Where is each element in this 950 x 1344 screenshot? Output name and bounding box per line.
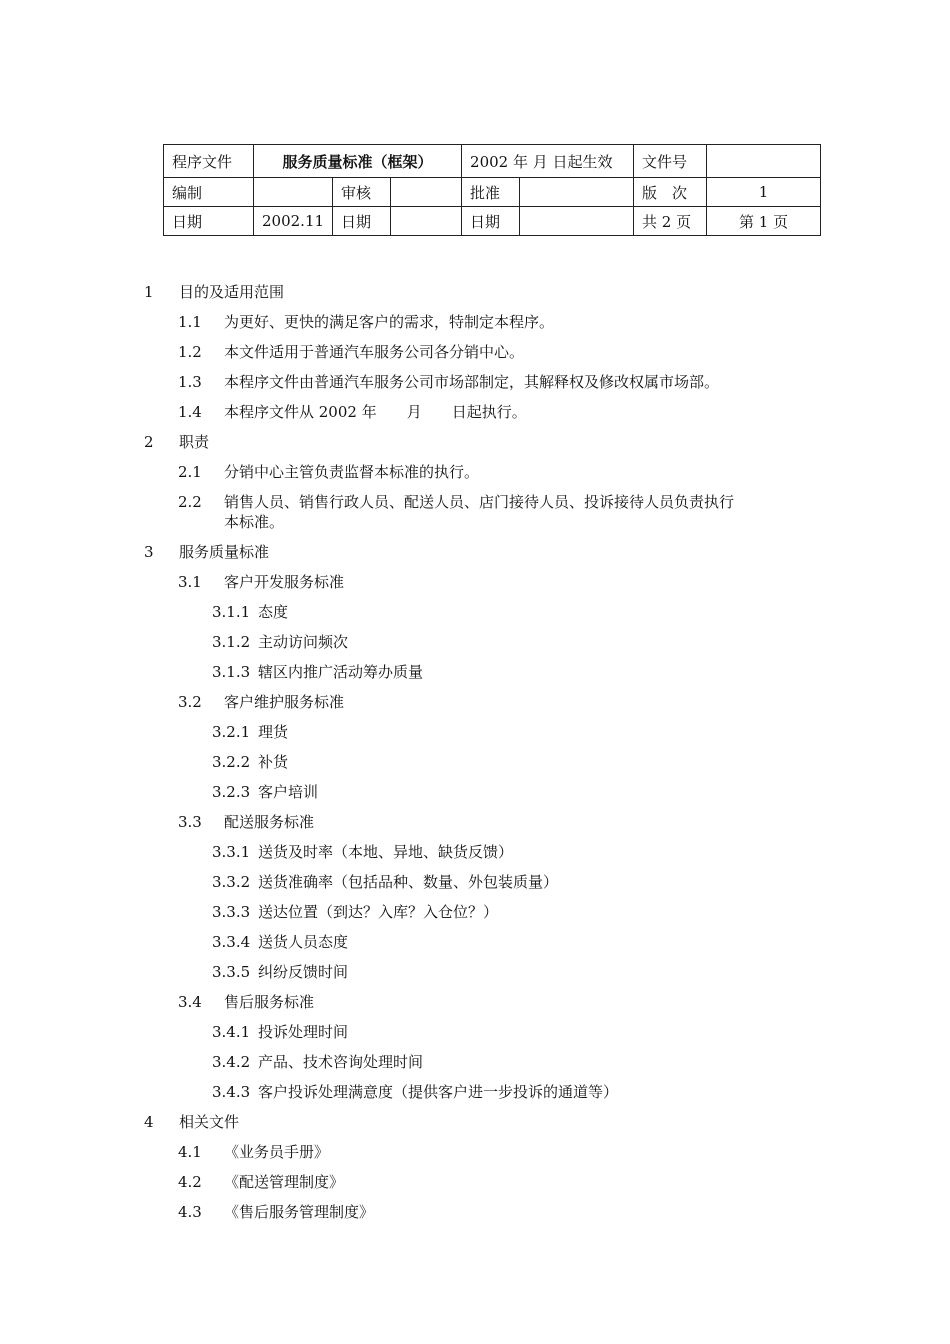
item-text: 本程序文件由普通汽车服务公司市场部制定，其解释权及修改权属市场部。 bbox=[224, 373, 720, 391]
review-label: 审核 bbox=[333, 178, 391, 207]
item-text: 客户培训 bbox=[258, 783, 319, 801]
date-label-1: 日期 bbox=[164, 207, 254, 236]
doc-type-label: 程序文件 bbox=[164, 145, 254, 178]
item-number: 3.3.2 bbox=[212, 873, 251, 891]
item-text: 销售人员、销售行政人员、配送人员、店门接待人员、投诉接待人员负责执行 bbox=[224, 493, 735, 511]
item-number: 4.2 bbox=[178, 1173, 202, 1191]
compile-value bbox=[254, 178, 333, 207]
item-text-continued: 本标准。 bbox=[224, 513, 285, 531]
item-number: 1.1 bbox=[178, 313, 202, 331]
item-number: 1.2 bbox=[178, 343, 202, 361]
doc-number-value bbox=[707, 145, 821, 178]
version-label: 版 次 bbox=[634, 178, 707, 207]
item-number: 3.4.2 bbox=[212, 1053, 251, 1071]
item-text: 目的及适用范围 bbox=[179, 283, 285, 301]
item-text: 送货准确率（包括品种、数量、外包装质量） bbox=[258, 873, 559, 891]
document-header-table bbox=[163, 144, 821, 236]
item-number: 4.3 bbox=[178, 1203, 202, 1221]
item-text: 《业务员手册》 bbox=[224, 1143, 330, 1161]
item-number: 3.4.3 bbox=[212, 1083, 251, 1101]
item-text: 相关文件 bbox=[179, 1113, 240, 1131]
item-number: 3.3.4 bbox=[212, 933, 251, 951]
item-text: 产品、技术咨询处理时间 bbox=[258, 1053, 424, 1071]
item-text: 态度 bbox=[258, 603, 289, 621]
item-number: 2 bbox=[144, 433, 154, 451]
review-value bbox=[391, 178, 462, 207]
item-text: 为更好、更快的满足客户的需求，特制定本程序。 bbox=[224, 313, 555, 331]
total-pages: 共 2 页 bbox=[634, 207, 707, 236]
item-number: 3.3.5 bbox=[212, 963, 251, 981]
effective-date: 2002 年 月 日起生效 bbox=[462, 145, 634, 178]
item-number: 3.4 bbox=[178, 993, 202, 1011]
item-text: 辖区内推广活动筹办质量 bbox=[258, 663, 424, 681]
item-text: 《配送管理制度》 bbox=[224, 1173, 345, 1191]
item-text: 投诉处理时间 bbox=[258, 1023, 349, 1041]
date-label-3: 日期 bbox=[462, 207, 520, 236]
compile-label: 编制 bbox=[164, 178, 254, 207]
approve-value bbox=[520, 178, 634, 207]
item-text: 理货 bbox=[258, 723, 289, 741]
item-number: 3.2.3 bbox=[212, 783, 251, 801]
item-text: 主动访问频次 bbox=[258, 633, 349, 651]
item-text: 补货 bbox=[258, 753, 289, 771]
item-number: 4.1 bbox=[178, 1143, 202, 1161]
item-number: 3.2.1 bbox=[212, 723, 251, 741]
item-text: 送达位置（到达？入库？入仓位？） bbox=[258, 903, 499, 921]
date-value-3 bbox=[520, 207, 634, 236]
item-text: 送货人员态度 bbox=[258, 933, 349, 951]
item-number: 3 bbox=[144, 543, 154, 561]
item-text: 客户维护服务标准 bbox=[224, 693, 345, 711]
item-text: 售后服务标准 bbox=[224, 993, 315, 1011]
item-number: 2.1 bbox=[178, 463, 202, 481]
item-number: 3.4.1 bbox=[212, 1023, 251, 1041]
item-number: 3.1.1 bbox=[212, 603, 251, 621]
item-text: 配送服务标准 bbox=[224, 813, 315, 831]
item-text: 职责 bbox=[179, 433, 210, 451]
item-number: 1 bbox=[144, 283, 154, 301]
item-number: 4 bbox=[144, 1113, 154, 1131]
item-text: 分销中心主管负责监督本标准的执行。 bbox=[224, 463, 480, 481]
item-number: 3.3 bbox=[178, 813, 202, 831]
item-number: 3.1.3 bbox=[212, 663, 251, 681]
item-number: 2.2 bbox=[178, 493, 202, 511]
item-number: 3.3.3 bbox=[212, 903, 251, 921]
item-text: 本文件适用于普通汽车服务公司各分销中心。 bbox=[224, 343, 525, 361]
item-number: 3.1 bbox=[178, 573, 202, 591]
item-number: 3.3.1 bbox=[212, 843, 251, 861]
item-number: 1.4 bbox=[178, 403, 202, 421]
document-title: 服务质量标准（框架） bbox=[254, 145, 462, 178]
date-label-2: 日期 bbox=[333, 207, 391, 236]
item-text: 客户投诉处理满意度（提供客户进一步投诉的通道等） bbox=[258, 1083, 619, 1101]
item-text: 本程序文件从 2002 年 月 日起执行。 bbox=[224, 403, 527, 421]
date-value-1: 2002.11 bbox=[254, 207, 333, 236]
doc-number-label: 文件号 bbox=[634, 145, 707, 178]
item-number: 3.2.2 bbox=[212, 753, 251, 771]
item-text: 客户开发服务标准 bbox=[224, 573, 345, 591]
item-text: 《售后服务管理制度》 bbox=[224, 1203, 375, 1221]
item-number: 3.1.2 bbox=[212, 633, 251, 651]
approve-label: 批准 bbox=[462, 178, 520, 207]
item-text: 送货及时率（本地、异地、缺货反馈） bbox=[258, 843, 514, 861]
page-number: 第 1 页 bbox=[707, 207, 821, 236]
item-text: 服务质量标准 bbox=[179, 543, 270, 561]
item-number: 1.3 bbox=[178, 373, 202, 391]
version-value: 1 bbox=[707, 178, 821, 207]
item-number: 3.2 bbox=[178, 693, 202, 711]
date-value-2 bbox=[391, 207, 462, 236]
item-text: 纠纷反馈时间 bbox=[258, 963, 349, 981]
